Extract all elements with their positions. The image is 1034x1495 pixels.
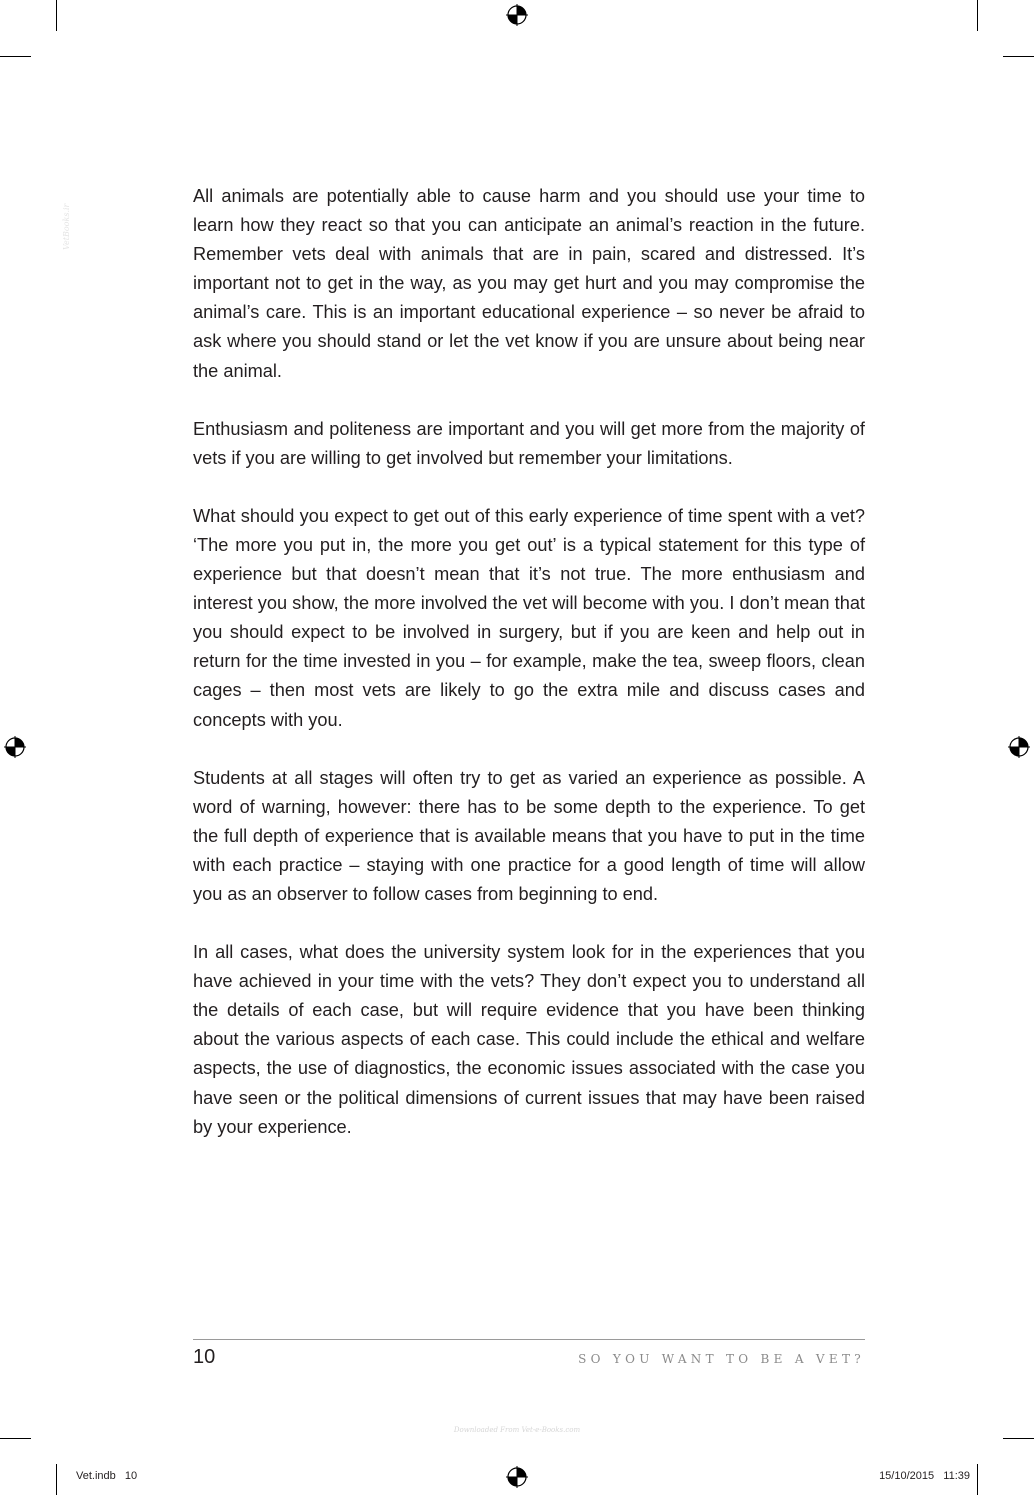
bottom-watermark: Downloaded From Vet-e-Books.com xyxy=(453,1426,581,1434)
paragraph: In all cases, what does the university system look for in the experiences that you have achieved in your time with the vets? They don’t expect you to understand all the details of each case, but will require evidence that you have been thinking about the various aspects of each case. This could include the ethical and welfare aspects, the use of diagnostics, the economic issues associated with the case you have seen or the political dimensions of current issues that may have been raised by your experience. xyxy=(193,942,865,1137)
slug-file: Vet.indb 10 xyxy=(76,1470,138,1482)
slug-date: 15/10/2015 11:39 xyxy=(879,1470,970,1482)
crop-mark-bottom-left-vertical xyxy=(56,1464,57,1495)
crop-mark-top-left-vertical xyxy=(56,0,57,31)
paragraph: Students at all stages will often try to get as varied an experience as possible. A word of warning, however: there has to be some depth to the experience. To get the full depth of experience that is available means that you have to put in the time with each practice – staying with one practice for a good length of time will allow you as an observer to follow cases from beginning to end. xyxy=(193,767,865,904)
registration-mark-icon xyxy=(4,736,26,758)
registration-mark-icon xyxy=(1008,736,1030,758)
page-number: 10 xyxy=(193,1346,216,1368)
registration-mark-icon xyxy=(506,4,528,26)
paragraph: All animals are potentially able to cause harm and you should use your time to learn how they react so that you can anticipate an animal’s reaction in the future. Remember vets deal with animals that are in pain, scared and distressed. It’s important not to get in the way, as you may get hurt and you may compromise the animal’s care. This is an important educational experience – so never be afraid to ask where you should stand or let the vet know if you are unsure about being near the animal. xyxy=(193,186,865,381)
paragraph: Enthusiasm and politeness are important and you will get more from the majority of vets if you are willing to get involved but remember your limitations. xyxy=(193,418,865,468)
footer-rule xyxy=(193,1339,865,1340)
crop-mark-top-right-vertical xyxy=(977,0,978,31)
side-watermark: VetBooks.ir xyxy=(62,203,71,250)
crop-mark-top-right-horizontal xyxy=(1003,56,1034,57)
registration-mark-icon xyxy=(506,1466,528,1488)
crop-mark-top-left-horizontal xyxy=(0,56,31,57)
body-text xyxy=(193,182,865,1171)
running-head: SO YOU WANT TO BE A VET? xyxy=(578,1352,865,1366)
crop-mark-bottom-left-horizontal xyxy=(0,1438,31,1439)
paragraph: What should you expect to get out of this early experience of time spent with a vet? ‘The more you put in, the more you get out’ is a typical statement for this type of experience but that doesn’t mean that it’s not true. The more enthusiasm and interest you show, the more involved the vet will become with you. I don’t mean that you should expect to be involved in surgery, but if you are keen and help out in return for the time invested in you – for example, make the tea, sweep floors, clean cages – then most vets are likely to go the extra mile and discuss cases and concepts with you. xyxy=(193,505,865,730)
crop-mark-bottom-right-horizontal xyxy=(1003,1438,1034,1439)
crop-mark-bottom-right-vertical xyxy=(977,1464,978,1495)
